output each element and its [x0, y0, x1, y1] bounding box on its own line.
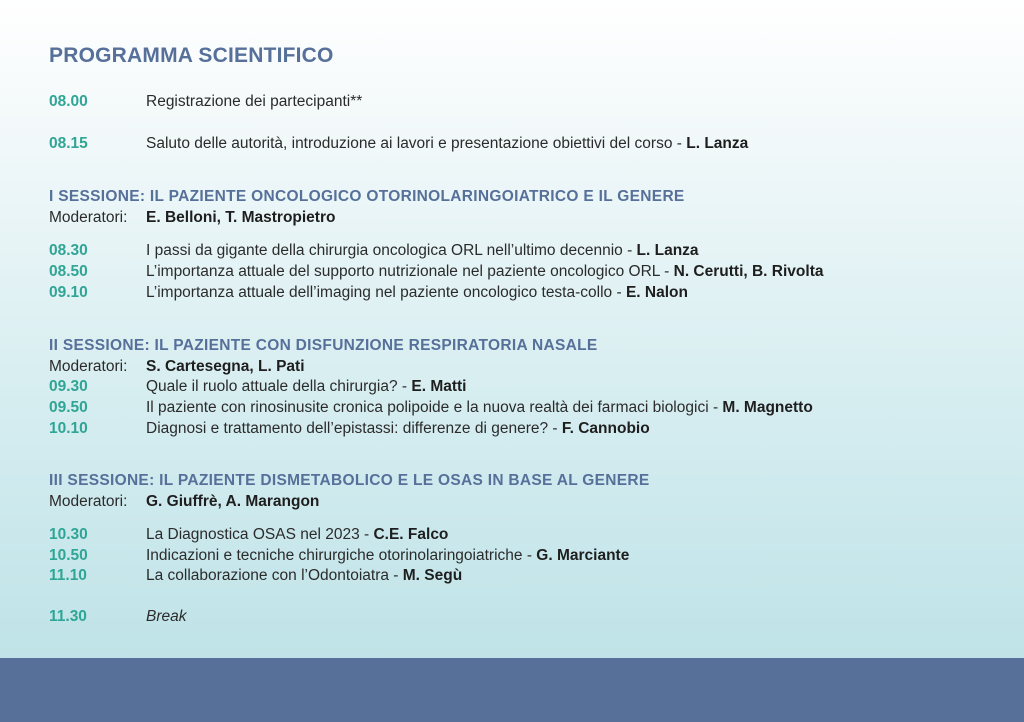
talk-title: Diagnosi e trattamento dell’epistassi: differenze di genere? - [146, 420, 562, 437]
time: 10.50 [49, 547, 88, 564]
speaker: G. Marciante [536, 547, 630, 564]
moderators-label: Moderatori: [49, 358, 128, 375]
time: 11.10 [49, 567, 87, 584]
talk-title: L’importanza attuale del supporto nutrizionale nel paziente oncologico ORL - [146, 263, 674, 280]
talk-title: L’importanza attuale dell’imaging nel paziente oncologico testa-collo - [146, 284, 626, 301]
moderators-row [49, 492, 319, 512]
time: 08.30 [49, 242, 88, 259]
schedule-row [49, 283, 688, 303]
schedule-row [49, 566, 462, 586]
speaker: L. Lanza [636, 242, 699, 259]
break-row [49, 607, 187, 627]
schedule-row [49, 398, 813, 418]
page-title: PROGRAMMA SCIENTIFICO [49, 44, 334, 67]
session-heading: II SESSIONE: IL PAZIENTE CON DISFUNZIONE RESPIRATORIA NASALE [49, 337, 598, 354]
moderators: E. Belloni, T. Mastropietro [146, 209, 336, 226]
time: 08.15 [49, 135, 88, 152]
talk-title: La Diagnostica OSAS nel 2023 - [146, 526, 374, 543]
schedule-row [49, 241, 699, 261]
talk-title: Registrazione dei partecipanti** [146, 93, 363, 110]
schedule-row [49, 92, 362, 112]
speaker: E. Nalon [625, 284, 688, 301]
talk-title: Indicazioni e tecniche chirurgiche otorinolaringoiatriche - [146, 547, 537, 564]
schedule-row [49, 419, 650, 439]
moderators: G. Giuffrè, A. Marangon [146, 493, 320, 510]
footer-band [0, 658, 1024, 722]
break-label: Break [146, 608, 187, 625]
session-heading: III SESSIONE: IL PAZIENTE DISMETABOLICO E LE OSAS IN BASE AL GENERE [49, 472, 650, 489]
moderators-label: Moderatori: [49, 209, 128, 226]
schedule-row [49, 262, 823, 282]
time: 08.00 [49, 93, 88, 110]
speaker: N. Cerutti, B. Rivolta [673, 263, 824, 280]
speaker: M. Magnetto [722, 399, 813, 416]
speaker: L. Lanza [686, 135, 749, 152]
talk-title: I passi da gigante della chirurgia oncologica ORL nell’ultimo decennio - [146, 242, 637, 259]
schedule-row [49, 546, 629, 566]
session-heading: I SESSIONE: IL PAZIENTE ONCOLOGICO OTORINOLARINGOIATRICO E IL GENERE [49, 188, 685, 205]
time: 10.30 [49, 526, 88, 543]
speaker: E. Matti [411, 378, 467, 395]
schedule-row [49, 525, 448, 545]
time: 09.10 [49, 284, 88, 301]
moderators-row [49, 208, 335, 228]
schedule-row [49, 134, 748, 154]
speaker: F. Cannobio [561, 420, 650, 437]
talk-title: Quale il ruolo attuale della chirurgia? - [146, 378, 412, 395]
time: 11.30 [49, 608, 87, 625]
speaker: M. Segù [402, 567, 463, 584]
schedule-row [49, 377, 467, 397]
talk-title: La collaborazione con l’Odontoiatra - [146, 567, 403, 584]
talk-title: Saluto delle autorità, introduzione ai lavori e presentazione obiettivi del corso - [146, 135, 687, 152]
time: 08.50 [49, 263, 88, 280]
time: 09.50 [49, 399, 88, 416]
talk-title: Il paziente con rinosinusite cronica polipoide e la nuova realtà dei farmaci biologici - [146, 399, 723, 416]
time: 10.10 [49, 420, 88, 437]
moderators: S. Cartesegna, L. Pati [146, 358, 305, 375]
moderators-label: Moderatori: [49, 493, 128, 510]
time: 09.30 [49, 378, 88, 395]
speaker: C.E. Falco [373, 526, 449, 543]
moderators-row [49, 357, 305, 377]
